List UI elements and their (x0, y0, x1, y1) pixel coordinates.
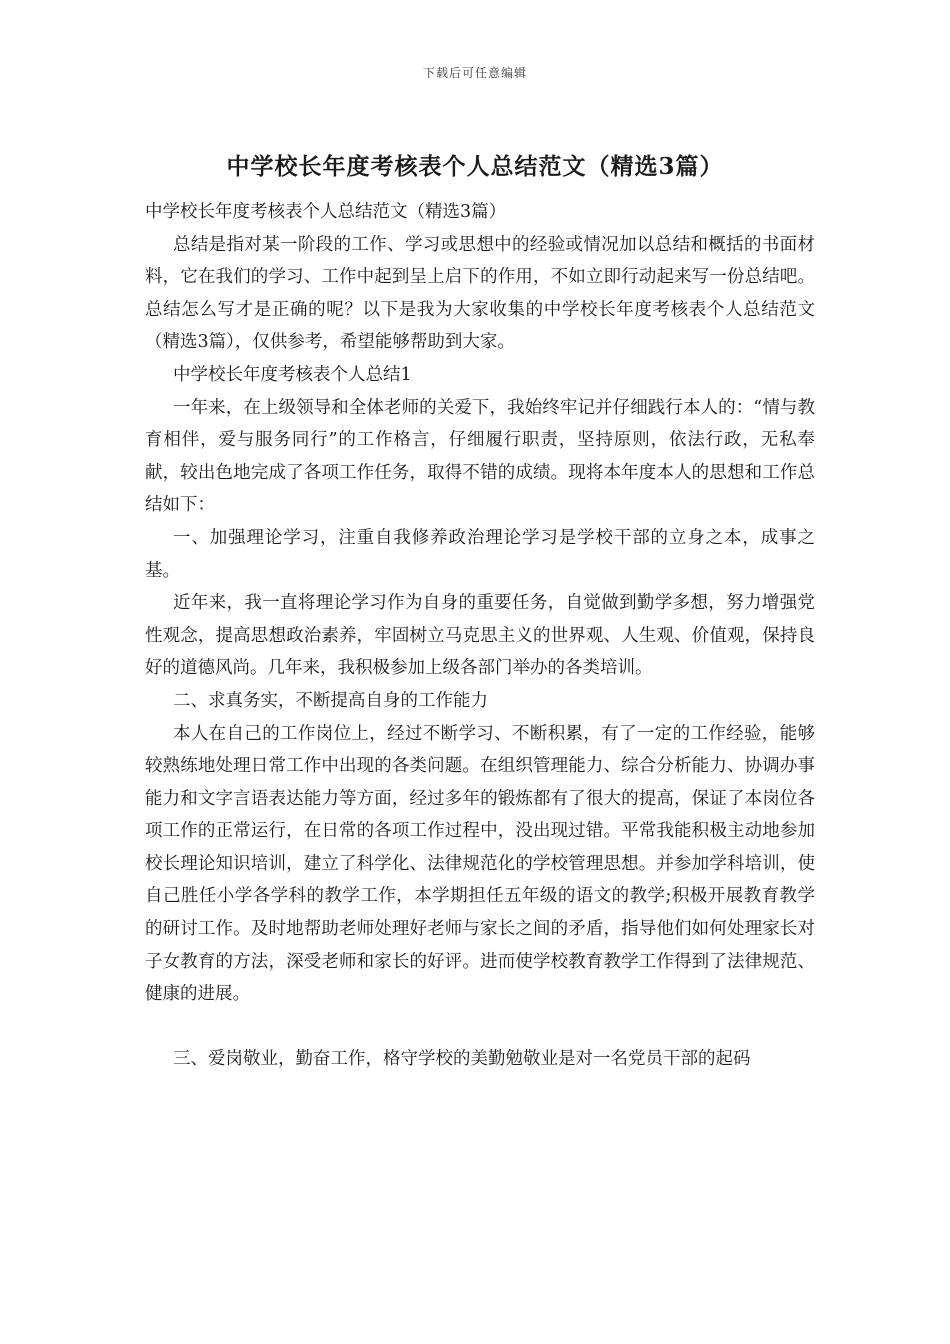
document-body (145, 196, 815, 1075)
paragraph-section-heading: 中学校长年度考核表个人总结1 (173, 364, 412, 385)
paragraph-point-heading: 三、爱岗敬业，勤奋工作，格守学校的美勤勉敬业是对一名党员干部的起码 (173, 1048, 751, 1069)
paragraph-point-heading: 二、求真务实，不断提高自身的工作能力 (173, 690, 488, 711)
paragraph-point-heading: 一、加强理论学习，注重自我修养政治理论学习是学校干部的立身之本，成事之基。 (145, 527, 815, 581)
document-title: 中学校长年度考核表个人总结范文（精选3篇） (226, 153, 724, 180)
paragraph-subtitle: 中学校长年度考核表个人总结范文（精选3篇） (145, 202, 507, 222)
paragraph-body: 一年来，在上级领导和全体老师的关爱下，我始终牢记并仔细践行本人的：“情与教育相伴，爱与服务同行”的工作格言，仔细履行职责，坚持原则，依法行政，无私奉献，较出色地完成了各项工作任务，取得不错的成绩。现将本年度本人的思想和工作总结如下： (145, 397, 815, 516)
paragraph-body: 本人在自己的工作岗位上，经过不断学习、不断积累，有了一定的工作经验，能够较熟练地处理日常工作中出现的各类问题。在组织管理能力、综合分析能力、协调办事能力和文字言语表达能力等方面，经过多年的锻炼都有了很大的提高，保证了本岗位各项工作的正常运行，在日常的各项工作过程中，没出现过错。平常我能积极主动地参加校长理论知识培训，建立了科学化、法律规范化的学校管理思想。并参加学科培训，使自己胜任小学各学科的教学工作，本学期担任五年级的语文的教学;积极开展教育教学的研讨工作。及时地帮助老师处理好老师与家长之间的矛盾，指导他们如何处理家长对子女教育的方法，深受老师和家长的好评。进而使学校教育教学工作得到了法律规范、健康的进展。 (145, 723, 815, 1005)
header-note: 下载后可任意编辑 (422, 66, 527, 80)
paragraph-intro: 总结是指对某一阶段的工作、学习或思想中的经验或情况加以总结和概括的书面材料，它在我们的学习、工作中起到呈上启下的作用，不如立即行动起来写一份总结吧。总结怎么写才是正确的呢？以下是我为大家收集的中学校长年度考核表个人总结范文（精选3篇），仅供参考，希望能够帮助到大家。 (145, 234, 815, 353)
paragraph-body: 近年来，我一直将理论学习作为自身的重要任务，自觉做到勤学多想，努力增强党性观念，提高思想政治素养，牢固树立马克思主义的世界观、人生观、价值观，保持良好的道德风尚。几年来，我积极参加上级各部门举办的各类培训。 (145, 593, 815, 679)
